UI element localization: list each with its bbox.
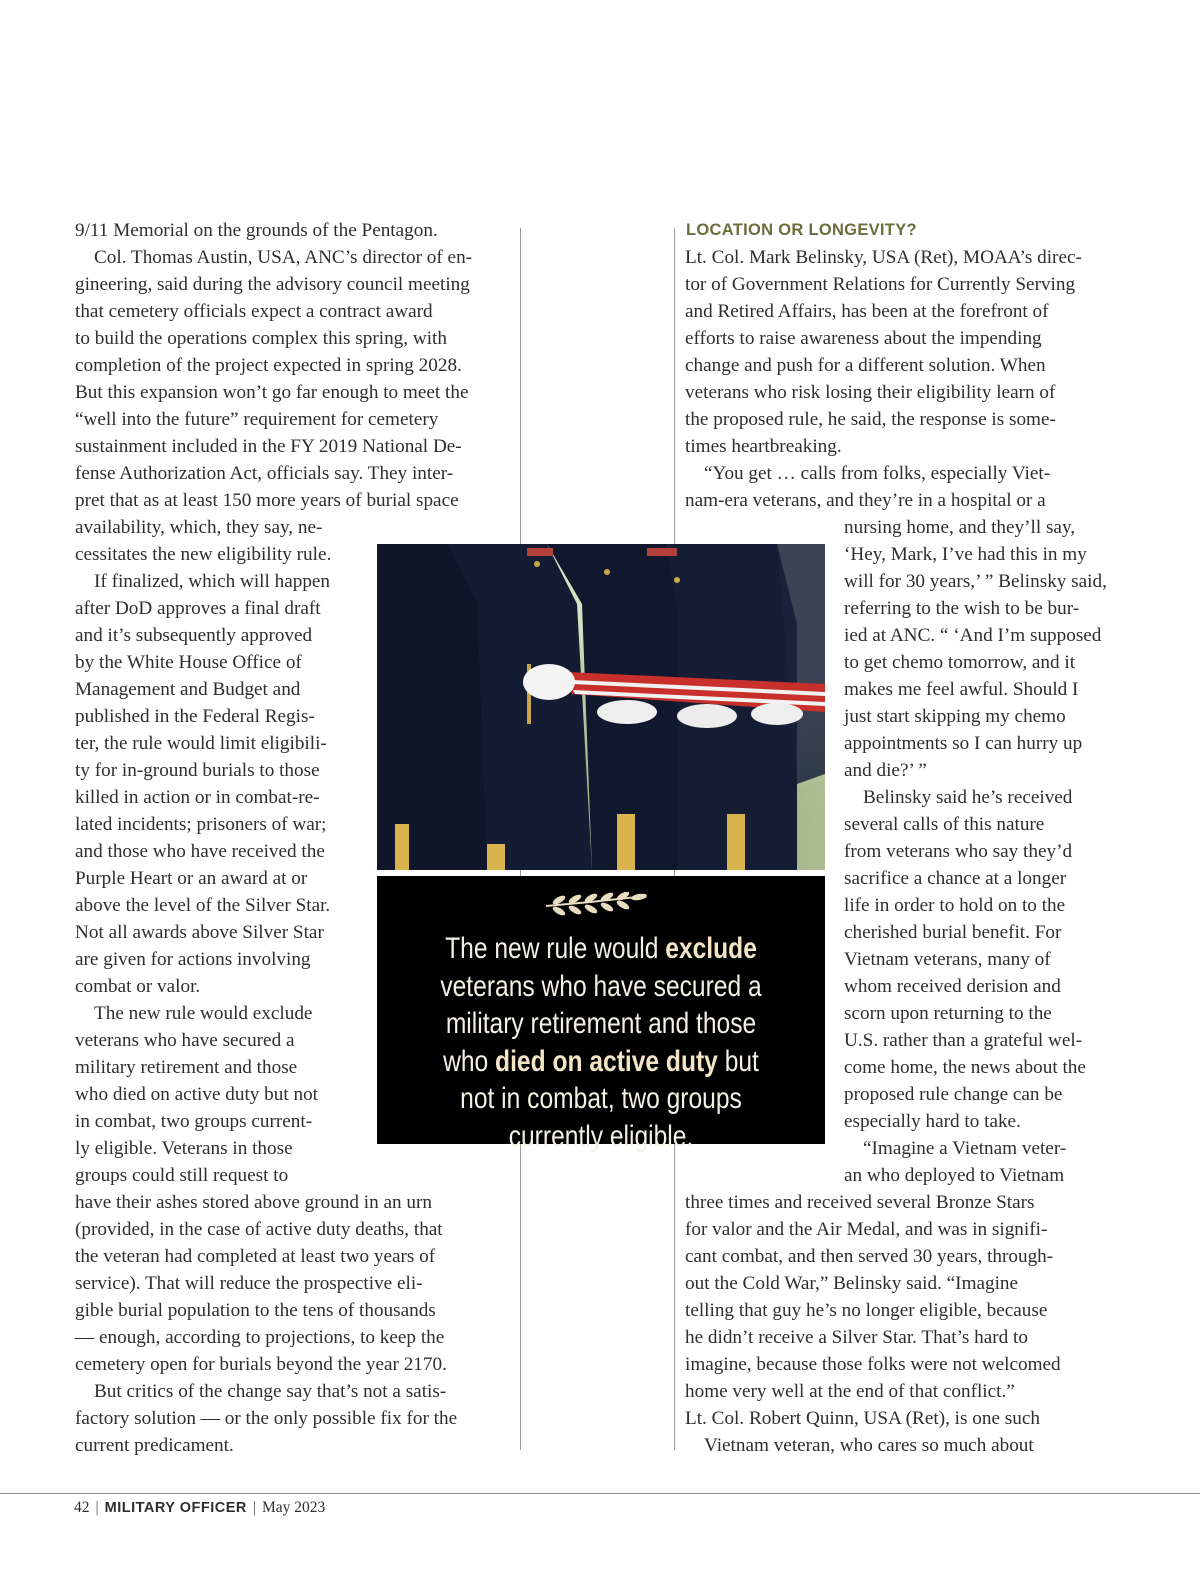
text-line: 9/11 Memorial on the grounds of the Pentagon. — [75, 220, 438, 241]
text-line: Belinsky said he’s received — [863, 787, 1073, 808]
text-line: times heartbreaking. — [685, 436, 842, 457]
text-line: gineering, said during the advisory council meeting — [75, 274, 470, 295]
text-line: cant combat, and then served 30 years, through- — [685, 1246, 1054, 1267]
text-line: after DoD approves a final draft — [75, 598, 321, 619]
page-footer: 42 | MILITARY OFFICER | May 2023 — [74, 1499, 326, 1516]
text-line: out the Cold War,” Belinsky said. “Imagine — [685, 1273, 1019, 1294]
text-line: Lt. Col. Robert Quinn, USA (Ret), is one such — [685, 1408, 1040, 1429]
text-line: Vietnam veterans, many of — [844, 949, 1051, 970]
text-line: proposed rule change can be — [844, 1084, 1063, 1105]
text-line: Management and Budget and — [75, 679, 301, 700]
text-line: makes me feel awful. Should I — [844, 679, 1079, 700]
text-line: in combat, two groups current- — [75, 1111, 313, 1132]
text-line: above the level of the Silver Star. — [75, 895, 331, 916]
issue-date: May 2023 — [261, 1499, 326, 1516]
footer-rule — [0, 1493, 1200, 1494]
text-line: The new rule would exclude — [94, 1003, 313, 1024]
text-line: — enough, according to projections, to keep the — [75, 1327, 445, 1348]
text-line: telling that guy he’s no longer eligible, because — [685, 1300, 1048, 1321]
text-line: change and push for a different solution. When — [685, 355, 1046, 376]
text-line: military retirement and those — [75, 1057, 298, 1078]
text-line: by the White House Office of — [75, 652, 302, 673]
text-line: (provided, in the case of active duty deaths, that — [75, 1219, 443, 1240]
text-line: an who deployed to Vietnam — [844, 1165, 1065, 1186]
text-line: especially hard to take. — [844, 1111, 1021, 1132]
text-line: ly eligible. Veterans in those — [75, 1138, 293, 1159]
text-line: cemetery open for burials beyond the year 2170. — [75, 1354, 447, 1375]
text-line: Col. Thomas Austin, USA, ANC’s director of en- — [94, 247, 473, 268]
text-line: “You get … calls from folks, especially Viet- — [704, 463, 1051, 484]
text-line: “Imagine a Vietnam veter- — [863, 1138, 1067, 1159]
text-line: whom received derision and — [844, 976, 1061, 997]
text-line: life in order to hold on to the — [844, 895, 1066, 916]
text-line: sustainment included in the FY 2019 National De- — [75, 436, 462, 457]
text-line: who died on active duty but not — [75, 1084, 319, 1105]
section-heading: LOCATION OR LONGEVITY? — [686, 221, 917, 239]
text-line: will for 30 years,’ ” Belinsky said, — [844, 571, 1107, 592]
text-line: for valor and the Air Medal, and was in signifi- — [685, 1219, 1048, 1240]
text-line: fense Authorization Act, officials say. They inter- — [75, 463, 454, 484]
text-line: imagine, because those folks were not welcomed — [685, 1354, 1061, 1375]
text-line: published in the Federal Regis- — [75, 706, 315, 727]
text-line: the proposed rule, he said, the response is some- — [685, 409, 1056, 430]
text-line: current predicament. — [75, 1435, 234, 1456]
text-line: If finalized, which will happen — [94, 571, 331, 592]
text-line: to get chemo tomorrow, and it — [844, 652, 1076, 673]
text-line: and it’s subsequently approved — [75, 625, 313, 646]
text-line: Vietnam veteran, who cares so much about — [704, 1435, 1034, 1456]
text-line: ied at ANC. “ ‘And I’m supposed — [844, 625, 1102, 646]
text-line: tor of Government Relations for Currently Serving — [685, 274, 1076, 295]
pull-quote-box — [377, 876, 825, 1153]
text-line: gible burial population to the tens of thousands — [75, 1300, 436, 1321]
text-line: killed in action or in combat-re- — [75, 787, 320, 808]
text-line: ‘Hey, Mark, I’ve had this in my — [844, 544, 1087, 565]
text-line: come home, the news about the — [844, 1057, 1086, 1078]
text-line: veterans who have secured a — [75, 1030, 295, 1051]
text-line: have their ashes stored above ground in an urn — [75, 1192, 432, 1213]
text-line: Lt. Col. Mark Belinsky, USA (Ret), MOAA’s direc- — [685, 247, 1082, 268]
text-line: nam-era veterans, and they’re in a hospital or a — [685, 490, 1046, 511]
text-line: referring to the wish to be bur- — [844, 598, 1080, 619]
text-line: nursing home, and they’ll say, — [844, 517, 1076, 538]
laurel-icon — [541, 892, 651, 920]
text-line: and those who have received the — [75, 841, 325, 862]
text-line: just start skipping my chemo — [844, 706, 1066, 727]
text-line: Not all awards above Silver Star — [75, 922, 324, 943]
text-line: and die?’ ” — [844, 760, 927, 781]
text-line: groups could still request to — [75, 1165, 289, 1186]
honor-guard-flag-photo — [377, 544, 825, 870]
page-number: 42 — [74, 1499, 90, 1516]
text-line: to build the operations complex this spring, with — [75, 328, 447, 349]
text-line: service). That will reduce the prospective eli- — [75, 1273, 423, 1294]
text-line: pret that as at least 150 more years of burial space — [75, 490, 459, 511]
text-line: scorn upon returning to the — [844, 1003, 1052, 1024]
text-line: three times and received several Bronze Stars — [685, 1192, 1035, 1213]
text-line: cessitates the new eligibility rule. — [75, 544, 332, 565]
text-line: several calls of this nature — [844, 814, 1045, 835]
magazine-name: MILITARY OFFICER — [104, 1500, 247, 1516]
text-line: are given for actions involving — [75, 949, 311, 970]
text-line: home very well at the end of that conflict.” — [685, 1381, 1015, 1402]
text-line: factory solution — or the only possible fix for the — [75, 1408, 458, 1429]
text-line: availability, which, they say, ne- — [75, 517, 323, 538]
text-line: combat or valor. — [75, 976, 201, 997]
text-line: completion of the project expected in spring 2028. — [75, 355, 462, 376]
text-line: the veteran had completed at least two years of — [75, 1246, 436, 1267]
text-line: cherished burial benefit. For — [844, 922, 1062, 943]
text-line: Purple Heart or an award at or — [75, 868, 308, 889]
pull-quote-text: The new rule would exclude veterans who have secured a military retirement and those who died on active duty but not in combat, two groups currently eligible. — [440, 932, 762, 1153]
text-line: veterans who risk losing their eligibility learn of — [685, 382, 1056, 403]
text-line: U.S. rather than a grateful wel- — [844, 1030, 1083, 1051]
text-line: ter, the rule would limit eligibili- — [75, 733, 327, 754]
text-line: lated incidents; prisoners of war; — [75, 814, 327, 835]
text-line: efforts to raise awareness about the impending — [685, 328, 1042, 349]
text-line: from veterans who say they’d — [844, 841, 1073, 862]
text-line: and Retired Affairs, has been at the forefront of — [685, 301, 1049, 322]
text-line: appointments so I can hurry up — [844, 733, 1083, 754]
text-line: ty for in-ground burials to those — [75, 760, 320, 781]
text-line: “well into the future” requirement for cemetery — [75, 409, 439, 430]
text-line: that cemetery officials expect a contract award — [75, 301, 433, 322]
text-line: But critics of the change say that’s not a satis- — [94, 1381, 447, 1402]
text-line: sacrifice a chance at a longer — [844, 868, 1067, 889]
text-line: But this expansion won’t go far enough to meet the — [75, 382, 469, 403]
text-line: he didn’t receive a Silver Star. That’s hard to — [685, 1327, 1028, 1348]
